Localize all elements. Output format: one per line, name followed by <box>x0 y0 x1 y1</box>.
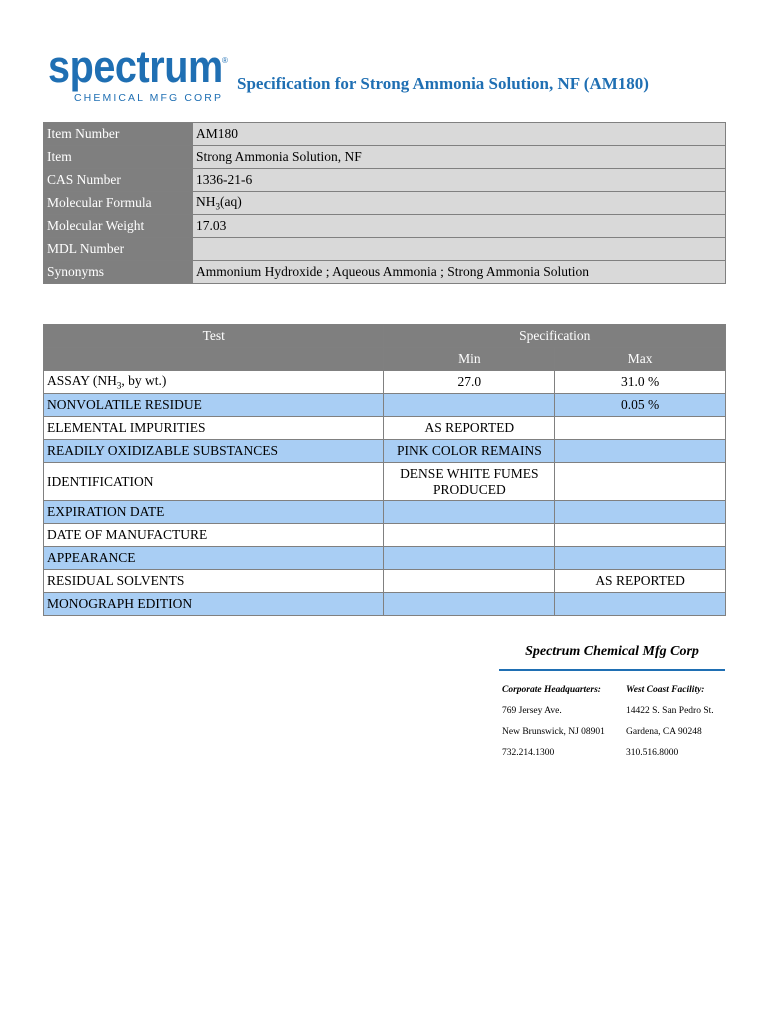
table-row <box>44 417 726 440</box>
table-row <box>44 371 726 394</box>
test-name: ELEMENTAL IMPURITIES <box>44 417 384 440</box>
specification-table <box>43 324 726 616</box>
info-row-synonyms <box>44 261 726 284</box>
formula-subscript: 3 <box>215 201 220 212</box>
test-name: DATE OF MANUFACTURE <box>44 524 384 547</box>
max-value <box>555 417 726 440</box>
info-row-item <box>44 146 726 169</box>
info-value: Ammonium Hydroxide ; Aqueous Ammonia ; Strong Ammonia Solution <box>193 261 726 284</box>
max-value <box>555 547 726 570</box>
min-value: 27.0 <box>384 371 555 394</box>
min-value <box>384 501 555 524</box>
test-name <box>44 371 384 394</box>
west-coast-city: Gardena, CA 90248 <box>626 727 702 737</box>
formula-suffix: (aq) <box>220 194 242 210</box>
min-value <box>384 394 555 417</box>
table-row <box>44 593 726 616</box>
footer-company-name: Spectrum Chemical Mfg Corp <box>499 644 725 671</box>
table-row <box>44 463 726 501</box>
max-value <box>555 593 726 616</box>
info-value <box>193 192 726 215</box>
info-label: MDL Number <box>44 238 193 261</box>
max-value: 0.05 % <box>555 394 726 417</box>
info-value: 17.03 <box>193 215 726 238</box>
test-name-suffix: , by wt.) <box>121 373 167 389</box>
test-name: EXPIRATION DATE <box>44 501 384 524</box>
min-value: PINK COLOR REMAINS <box>384 440 555 463</box>
west-coast-address <box>626 680 714 764</box>
spectrum-logo <box>48 41 230 106</box>
min-value <box>384 593 555 616</box>
test-name-prefix: ASSAY (NH <box>47 373 117 389</box>
headquarters-city: New Brunswick, NJ 08901 <box>502 727 605 737</box>
table-row <box>44 524 726 547</box>
test-name: MONOGRAPH EDITION <box>44 593 384 616</box>
info-value: Strong Ammonia Solution, NF <box>193 146 726 169</box>
info-label: Item <box>44 146 193 169</box>
footer-address-columns <box>499 680 725 764</box>
min-value: AS REPORTED <box>384 417 555 440</box>
info-label: CAS Number <box>44 169 193 192</box>
table-row <box>44 501 726 524</box>
min-value <box>384 463 555 501</box>
max-value <box>555 440 726 463</box>
west-coast-phone: 310.516.8000 <box>626 748 679 758</box>
table-row <box>44 394 726 417</box>
west-coast-heading: West Coast Facility: <box>626 685 705 695</box>
max-column-header: Max <box>555 348 726 371</box>
info-label: Item Number <box>44 123 193 146</box>
spec-header-row <box>44 325 726 348</box>
min-value <box>384 570 555 593</box>
document-title: Specification for Strong Ammonia Solution, NF (AM180) <box>237 74 649 93</box>
table-row <box>44 547 726 570</box>
info-row-item-number <box>44 123 726 146</box>
min-value-line: DENSE WHITE FUMES <box>400 465 539 481</box>
min-value-line: PRODUCED <box>432 481 506 497</box>
max-value: AS REPORTED <box>555 570 726 593</box>
product-info-table <box>43 122 726 284</box>
table-row <box>44 570 726 593</box>
test-name: NONVOLATILE RESIDUE <box>44 394 384 417</box>
headquarters-phone: 732.214.1300 <box>502 748 555 758</box>
headquarters-heading: Corporate Headquarters: <box>502 685 601 695</box>
registered-mark: ® <box>222 56 228 65</box>
formula-prefix: NH <box>196 194 216 210</box>
blank-header-cell <box>44 348 384 371</box>
logo-wordmark: spectrum <box>48 41 223 92</box>
specification-column-header: Specification <box>384 325 726 348</box>
info-row-mdl-number <box>44 238 726 261</box>
max-value: 31.0 % <box>555 371 726 394</box>
info-value: 1336-21-6 <box>193 169 726 192</box>
test-name: APPEARANCE <box>44 547 384 570</box>
info-label: Molecular Weight <box>44 215 193 238</box>
max-value <box>555 501 726 524</box>
page-header <box>48 41 728 110</box>
west-coast-street: 14422 S. San Pedro St. <box>626 706 714 716</box>
test-column-header: Test <box>44 325 384 348</box>
table-row <box>44 440 726 463</box>
info-label: Molecular Formula <box>44 192 193 215</box>
max-value <box>555 524 726 547</box>
info-label: Synonyms <box>44 261 193 284</box>
headquarters-address <box>499 680 626 764</box>
min-column-header: Min <box>384 348 555 371</box>
headquarters-street: 769 Jersey Ave. <box>502 706 562 716</box>
info-row-cas-number <box>44 169 726 192</box>
min-value <box>384 524 555 547</box>
info-row-molecular-weight <box>44 215 726 238</box>
logo-tagline: CHEMICAL MFG CORP <box>74 92 224 104</box>
info-value <box>193 238 726 261</box>
test-name: RESIDUAL SOLVENTS <box>44 570 384 593</box>
test-name: READILY OXIDIZABLE SUBSTANCES <box>44 440 384 463</box>
spec-subheader-row <box>44 348 726 371</box>
test-name: IDENTIFICATION <box>44 463 384 501</box>
info-value: AM180 <box>193 123 726 146</box>
test-name-subscript: 3 <box>116 380 122 391</box>
company-footer <box>499 644 725 764</box>
max-value <box>555 463 726 501</box>
info-row-molecular-formula <box>44 192 726 215</box>
min-value <box>384 547 555 570</box>
